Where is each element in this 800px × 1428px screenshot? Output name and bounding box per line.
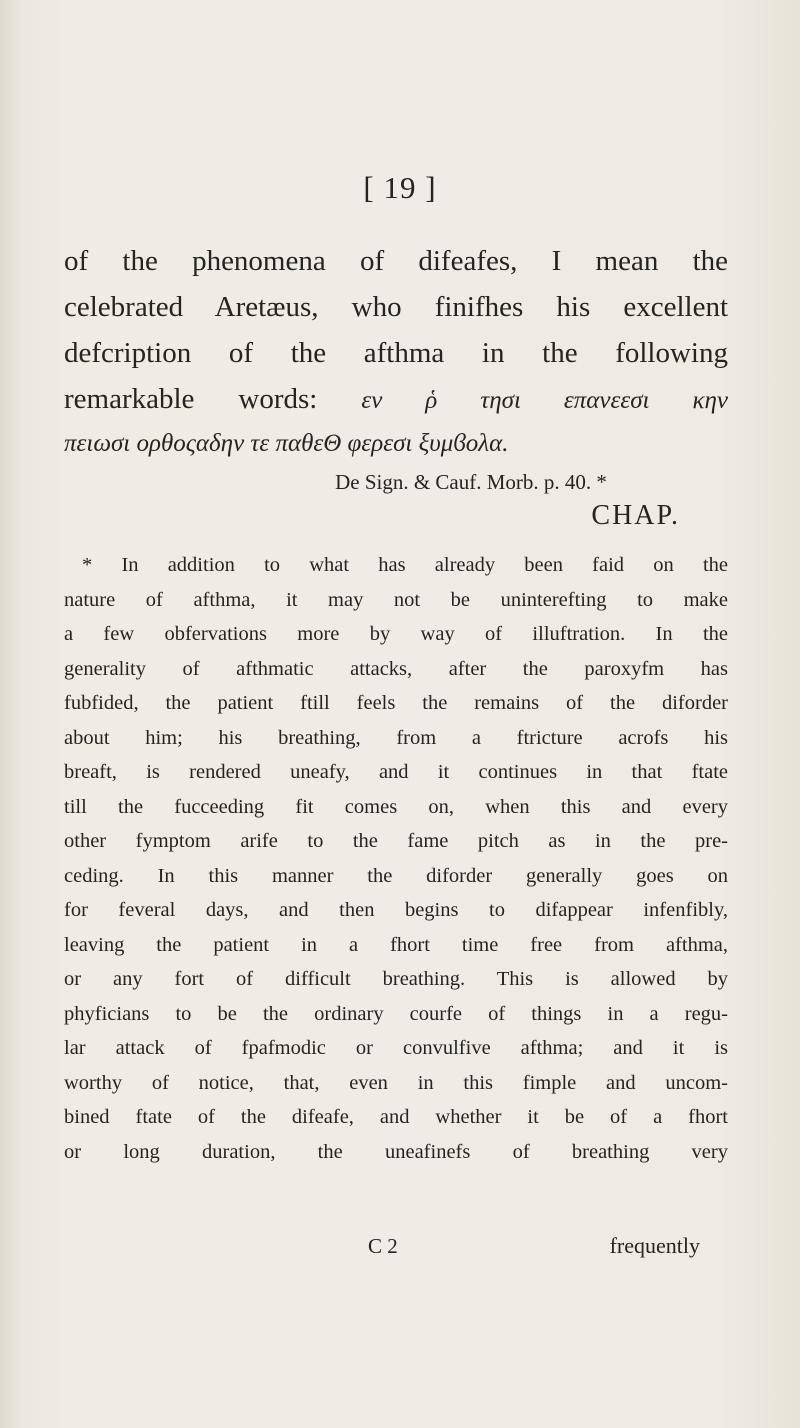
main-text-line: defcription of the afthma in the following bbox=[64, 337, 728, 369]
greek-quotation-start: εν ῥ τησι επανεεσι κην bbox=[361, 387, 728, 414]
footnote-line: generality of afthmatic attacks, after the paroxyfm has bbox=[64, 657, 728, 680]
footnote-line: bined ftate of the difeafe, and whether it be of a fhort bbox=[64, 1106, 728, 1128]
footnote-line: phyficians to be the ordinary courfe of things in a regu- bbox=[64, 1002, 728, 1025]
page-number: [ 19 ] bbox=[363, 170, 437, 205]
footnote-line: leaving the patient in a fhort time free from afthma, bbox=[64, 933, 728, 956]
footnote-line: nature of afthma, it may not be uninterefting to make bbox=[64, 588, 728, 611]
footnote-line: fubfided, the patient ftill feels the remains of the diforder bbox=[64, 692, 728, 714]
main-text-line-with-greek bbox=[64, 376, 728, 424]
greek-quotation-line: πειωσι ορθοςαδην τε παθεΘ φερεσι ξυμϐολα. bbox=[64, 430, 509, 457]
footnote-line: breaft, is rendered uneafy, and it continues in that ftate bbox=[64, 761, 728, 783]
footnote-line: or any fort of difficult breathing. This is allowed by bbox=[64, 968, 728, 990]
chapter-catchword: CHAP. bbox=[591, 500, 680, 531]
main-text-line: celebrated Aretæus, who finifhes his excellent bbox=[64, 291, 728, 323]
footnote-block bbox=[64, 548, 728, 1169]
footnote-line: a few obfervations more by way of illuftration. In the bbox=[64, 623, 728, 645]
footnote-line: other fymptom arife to the fame pitch as in the pre- bbox=[64, 830, 728, 852]
footnote-line: or long duration, the uneafinefs of breathing very bbox=[64, 1140, 728, 1163]
catchword: frequently bbox=[609, 1233, 700, 1258]
footnote-line: worthy of notice, that, even in this fimple and uncom- bbox=[64, 1071, 728, 1094]
main-text-line-prefix: remarkable words: bbox=[64, 383, 318, 415]
footnote-line: * In addition to what has already been faid on the bbox=[82, 554, 728, 576]
citation: De Sign. & Cauf. Morb. p. 40. * bbox=[335, 470, 607, 494]
footnote-line: till the fucceeding fit comes on, when this and every bbox=[64, 795, 728, 818]
footnote-line: about him; his breathing, from a ftricture acrofs his bbox=[64, 726, 728, 749]
footnote-line: ceding. In this manner the diforder generally goes on bbox=[64, 864, 728, 887]
main-text-line: of the phenomena of difeafes, I mean the bbox=[64, 245, 728, 277]
footnote-line: lar attack of fpafmodic or convulfive afthma; and it is bbox=[64, 1037, 728, 1059]
main-text-block bbox=[64, 238, 728, 500]
signature-mark: C 2 bbox=[368, 1234, 398, 1258]
footnote-line: for feveral days, and then begins to difappear infenfibly, bbox=[64, 899, 728, 921]
